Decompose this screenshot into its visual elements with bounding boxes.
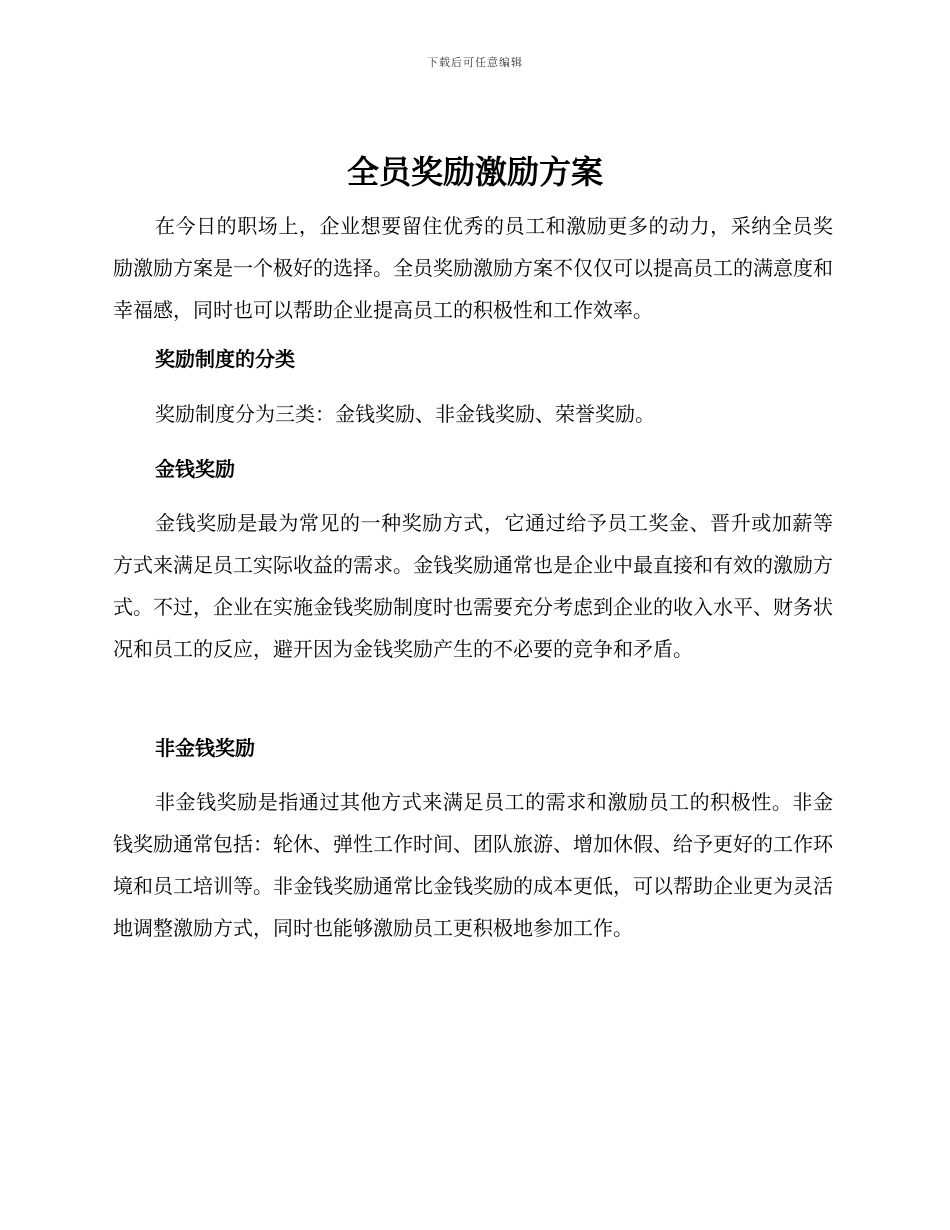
- header-note: 下载后可任意编辑: [427, 56, 523, 69]
- section-paragraph-monetary: 金钱奖励是最为常见的一种奖励方式，它通过给予员工奖金、晋升或加薪等方式来满足员工实际收益的需求。金钱奖励通常也是企业中最直接和有效的激励方式。不过，企业在实施金钱奖励制度时也需要充分考虑到企业的收入水平、财务状况和员工的反应，避开因为金钱奖励产生的不必要的竞争和矛盾。: [113, 511, 833, 661]
- document-title: 全员奖励激励方案: [346, 153, 603, 191]
- section-paragraph-classification: 奖励制度分为三类：金钱奖励、非金钱奖励、荣誉奖励。: [155, 402, 655, 426]
- section-paragraph-non-monetary: 非金钱奖励是指通过其他方式来满足员工的需求和激励员工的积极性。非金钱奖励通常包括：轮休、弹性工作时间、团队旅游、增加休假、给予更好的工作环境和员工培训等。非金钱奖励通常比金钱奖励的成本更低，可以帮助企业更为灵活地调整激励方式，同时也能够激励员工更积极地参加工作。: [113, 790, 833, 940]
- section-heading-non-monetary: 非金钱奖励: [155, 736, 255, 760]
- section-heading-classification: 奖励制度的分类: [155, 347, 295, 371]
- section-heading-monetary: 金钱奖励: [155, 457, 235, 481]
- intro-paragraph: 在今日的职场上，企业想要留住优秀的员工和激励更多的动力，采纳全员奖励激励方案是一个极好的选择。全员奖励激励方案不仅仅可以提高员工的满意度和幸福感，同时也可以帮助企业提高员工的积极性和工作效率。: [113, 214, 833, 322]
